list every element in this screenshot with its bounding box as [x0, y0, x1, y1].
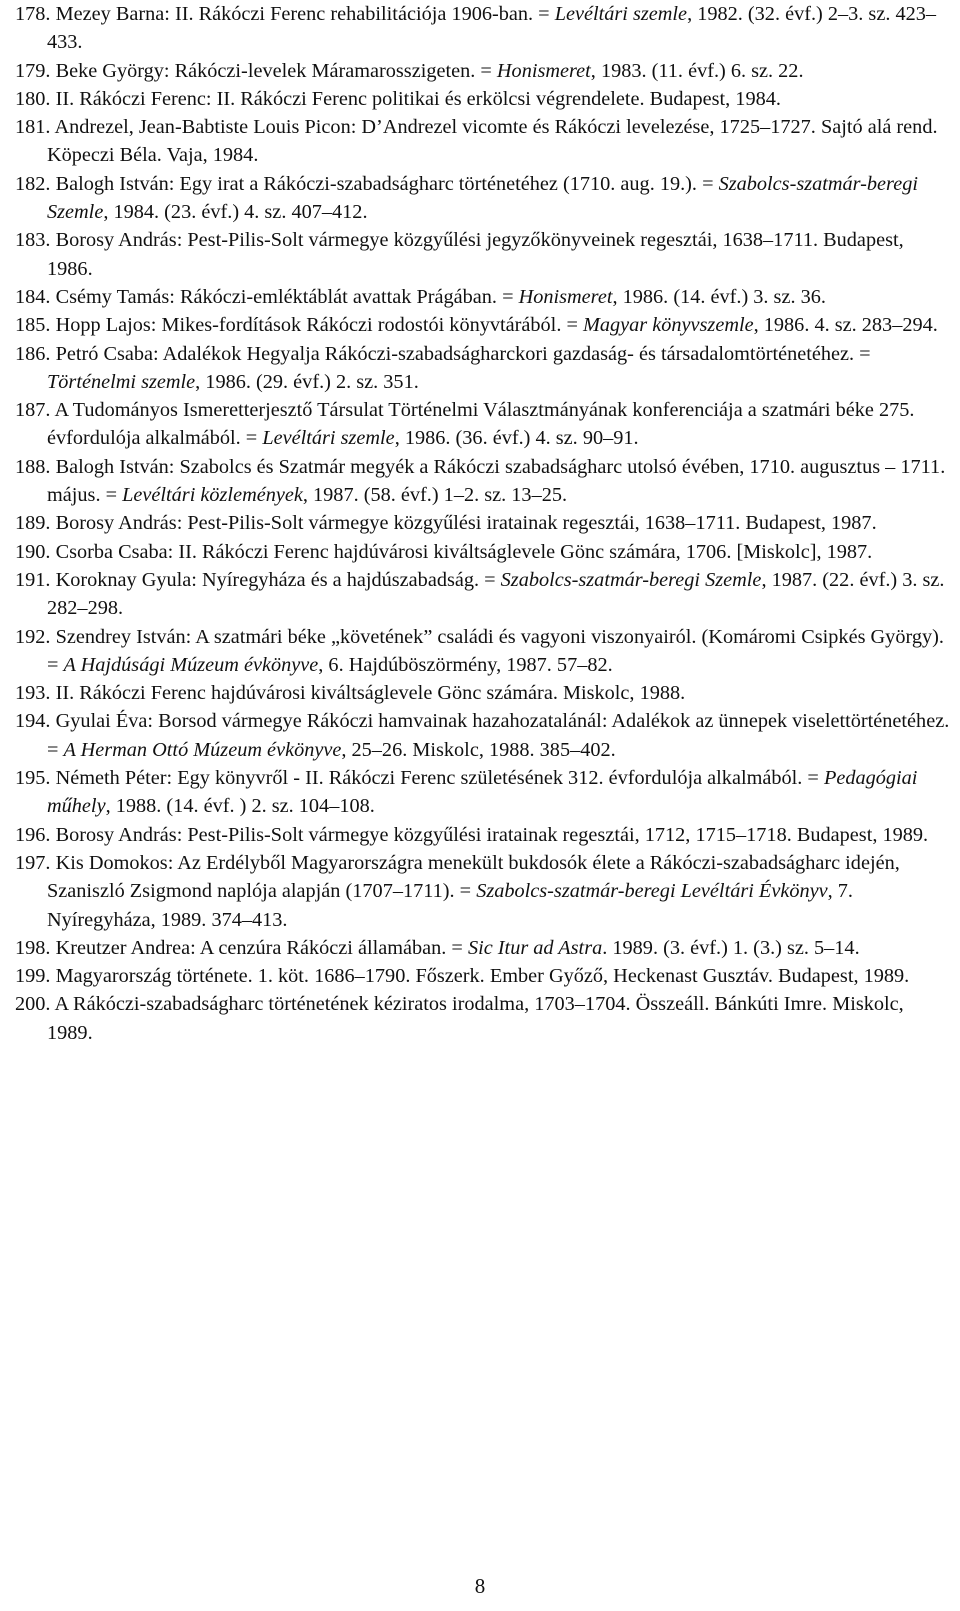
entry-number: 197.	[15, 851, 51, 874]
entry-number: 194.	[15, 710, 51, 733]
bibliography-entry	[15, 0, 950, 57]
entry-number: 191.	[15, 568, 51, 591]
entry-text: Balogh István: Szabolcs és Szatmár megyék a Rákóczi szabadságharc utolsó évében, 1710. augusztus – 1711. május. =	[47, 455, 946, 507]
entry-number: 184.	[15, 285, 51, 308]
bibliography-entry	[15, 509, 950, 537]
entry-text: Kreutzer Andrea: A cenzúra Rákóczi államában. =	[50, 936, 468, 959]
entry-text: II. Rákóczi Ferenc: II. Rákóczi Ferenc politikai és erkölcsi végrendelete. Budapest, 1984.	[50, 87, 781, 110]
entry-number: 186.	[15, 342, 51, 365]
bibliography-entry	[15, 396, 950, 453]
entry-source-title: Szabolcs-szatmár-beregi Szemle	[47, 172, 918, 224]
entry-number: 178.	[15, 3, 51, 25]
entry-number: 181.	[15, 116, 51, 139]
bibliography-list	[15, 0, 950, 1047]
entry-number: 198.	[15, 936, 51, 959]
bibliography-entry	[15, 340, 950, 397]
entry-text: Németh Péter: Egy könyvről - II. Rákóczi Ferenc születésének 312. évfordulója alkalmából. =	[50, 767, 824, 790]
entry-text: Borosy András: Pest-Pilis-Solt vármegye közgyűlési jegyzőkönyveinek regesztái, 1638–1711. Budapest, 1986.	[47, 229, 904, 280]
entry-text: , 1986. (36. évf.) 4. sz. 90–91.	[394, 427, 639, 450]
entry-text: , 1983. (11. évf.) 6. sz. 22.	[590, 59, 804, 82]
entry-text: , 1988. (14. évf. ) 2. sz. 104–108.	[105, 795, 375, 818]
entry-text: Szendrey István: A szatmári béke „követének” családi és vagyoni viszonyairól. (Komáromi Csipkés György). =	[47, 625, 944, 676]
bibliography-entry	[15, 707, 950, 764]
entry-text: Csémy Tamás: Rákóczi-emléktáblát avattak Prágában. =	[50, 285, 519, 308]
entry-source-title: Levéltári közlemények	[122, 484, 303, 507]
entry-text: , 1987. (22. évf.) 3. sz. 282–298.	[47, 568, 945, 620]
entry-text: II. Rákóczi Ferenc hajdúvárosi kiváltságlevele Gönc számára. Miskolc, 1988.	[50, 682, 686, 705]
entry-number: 192.	[15, 625, 51, 648]
entry-text: Magyarország története. 1. köt. 1686–1790. Főszerk. Ember Győző, Heckenast Gusztáv. Budapest, 1989.	[50, 965, 910, 988]
entry-text: Kis Domokos: Az Erdélyből Magyarországra menekült bukdosók élete a Rákóczi-szabadságharc idején, Szaniszló Zsigmond naplója alapján (1707–1711). =	[47, 851, 900, 903]
bibliography-entry	[15, 990, 950, 1047]
entry-text: Balogh István: Egy irat a Rákóczi-szabadságharc történetéhez (1710. aug. 19.). =	[50, 172, 719, 195]
page-number: 8	[474, 1574, 486, 1598]
entry-source-title: Levéltári szemle	[262, 427, 395, 450]
entry-text: Hopp Lajos: Mikes-fordítások Rákóczi rodostói könyvtárából. =	[50, 314, 583, 337]
entry-text: , 1984. (23. évf.) 4. sz. 407–412.	[103, 201, 368, 224]
bibliography-entry	[15, 962, 950, 990]
entry-source-title: Levéltári szemle	[554, 3, 688, 25]
entry-text: A Rákóczi-szabadságharc történetének kéziratos irodalma, 1703–1704. Összeáll. Bánkúti Imre. Miskolc, 1989.	[47, 993, 904, 1044]
bibliography-entry	[15, 623, 950, 680]
entry-number: 188.	[15, 455, 51, 478]
entry-text: , 6. Hajdúböszörmény, 1987. 57–82.	[318, 653, 613, 676]
entry-number: 189.	[15, 512, 51, 535]
bibliography-entry	[15, 849, 950, 934]
entry-text: , 1986. 4. sz. 283–294.	[753, 314, 938, 337]
entry-number: 183.	[15, 229, 51, 252]
entry-source-title: A Hajdúsági Múzeum évkönyve	[63, 653, 319, 676]
entry-text: , 7. Nyíregyháza, 1989. 374–413.	[47, 880, 853, 931]
bibliography-entry	[15, 170, 950, 227]
bibliography-entry	[15, 283, 950, 311]
bibliography-entry	[15, 453, 950, 510]
bibliography-entry	[15, 679, 950, 707]
entry-text: , 1986. (14. évf.) 3. sz. 36.	[612, 285, 826, 308]
entry-text: Petró Csaba: Adalékok Hegyalja Rákóczi-szabadságharckori gazdaság- és társadalomtörténetéhez. =	[50, 342, 871, 365]
entry-text: , 1987. (58. évf.) 1–2. sz. 13–25.	[302, 484, 568, 507]
entry-source-title: Pedagógiai műhely	[47, 767, 918, 818]
bibliography-entry	[15, 821, 950, 849]
entry-source-title: Magyar könyvszemle	[582, 314, 754, 337]
entry-text: Csorba Csaba: II. Rákóczi Ferenc hajdúvárosi kiváltságlevele Gönc számára, 1706. [Miskolc], 1987.	[50, 540, 873, 563]
entry-text: Andrezel, Jean-Babtiste Louis Picon: D’Andrezel vicomte és Rákóczi levelezése, 1725–1727. Sajtó alá rend. Köpeczi Béla. Vaja, 1984.	[47, 116, 938, 167]
entry-number: 185.	[15, 314, 51, 337]
entry-text: Beke György: Rákóczi-levelek Máramarosszigeten. =	[50, 59, 497, 82]
bibliography-entry	[15, 311, 950, 339]
entry-text: Gyulai Éva: Borsod vármegye Rákóczi hamvainak hazahozatalánál: Adalékok az ünnepek viselettörténetéhez. =	[47, 710, 950, 761]
entry-number: 182.	[15, 172, 51, 195]
bibliography-entry	[15, 226, 950, 283]
entry-number: 179.	[15, 59, 51, 82]
bibliography-entry	[15, 85, 950, 113]
bibliography-entry	[15, 538, 950, 566]
entry-text: Borosy András: Pest-Pilis-Solt vármegye közgyűlési iratainak regesztái, 1638–1711. Budapest, 1987.	[50, 512, 877, 535]
bibliography-entry	[15, 934, 950, 962]
entry-number: 196.	[15, 823, 51, 846]
bibliography-entry	[15, 566, 950, 623]
bibliography-entry	[15, 113, 950, 170]
entry-number: 199.	[15, 965, 51, 988]
entry-number: 187.	[15, 399, 51, 422]
entry-number: 180.	[15, 87, 51, 110]
entry-text: Borosy András: Pest-Pilis-Solt vármegye közgyűlési iratainak regesztái, 1712, 1715–1718. Budapest, 1989.	[50, 823, 929, 846]
entry-source-title: Honismeret	[518, 285, 613, 308]
entry-text: A Tudományos Ismeretterjesztő Társulat Történelmi Választmányának konferenciája a szatmári béke 275. évfordulója alkalmából. =	[47, 399, 915, 450]
bibliography-entry	[15, 57, 950, 85]
entry-text: . 1989. (3. évf.) 1. (3.) sz. 5–14.	[602, 936, 860, 959]
entry-text: , 1982. (32. évf.) 2–3. sz. 423–433.	[47, 3, 937, 54]
entry-source-title: Honismeret	[496, 59, 591, 82]
entry-text: , 1986. (29. évf.) 2. sz. 351.	[195, 370, 419, 393]
entry-source-title: Sic Itur ad Astra	[467, 936, 603, 959]
entry-text: , 25–26. Miskolc, 1988. 385–402.	[341, 738, 616, 761]
bibliography-entry	[15, 764, 950, 821]
entry-source-title: Szabolcs-szatmár-beregi Levéltári Évkönyv	[476, 880, 828, 903]
entry-text: Koroknay Gyula: Nyíregyháza és a hajdúszabadság. =	[50, 568, 501, 591]
entry-number: 190.	[15, 540, 51, 563]
entry-source-title: Történelmi szemle	[47, 370, 196, 393]
entry-text: Mezey Barna: II. Rákóczi Ferenc rehabilitációja 1906-ban. =	[50, 3, 555, 25]
entry-number: 200.	[15, 993, 51, 1016]
entry-source-title: Szabolcs-szatmár-beregi Szemle	[500, 568, 762, 591]
entry-number: 195.	[15, 767, 51, 790]
entry-source-title: A Herman Ottó Múzeum évkönyve	[63, 738, 342, 761]
entry-number: 193.	[15, 682, 51, 705]
